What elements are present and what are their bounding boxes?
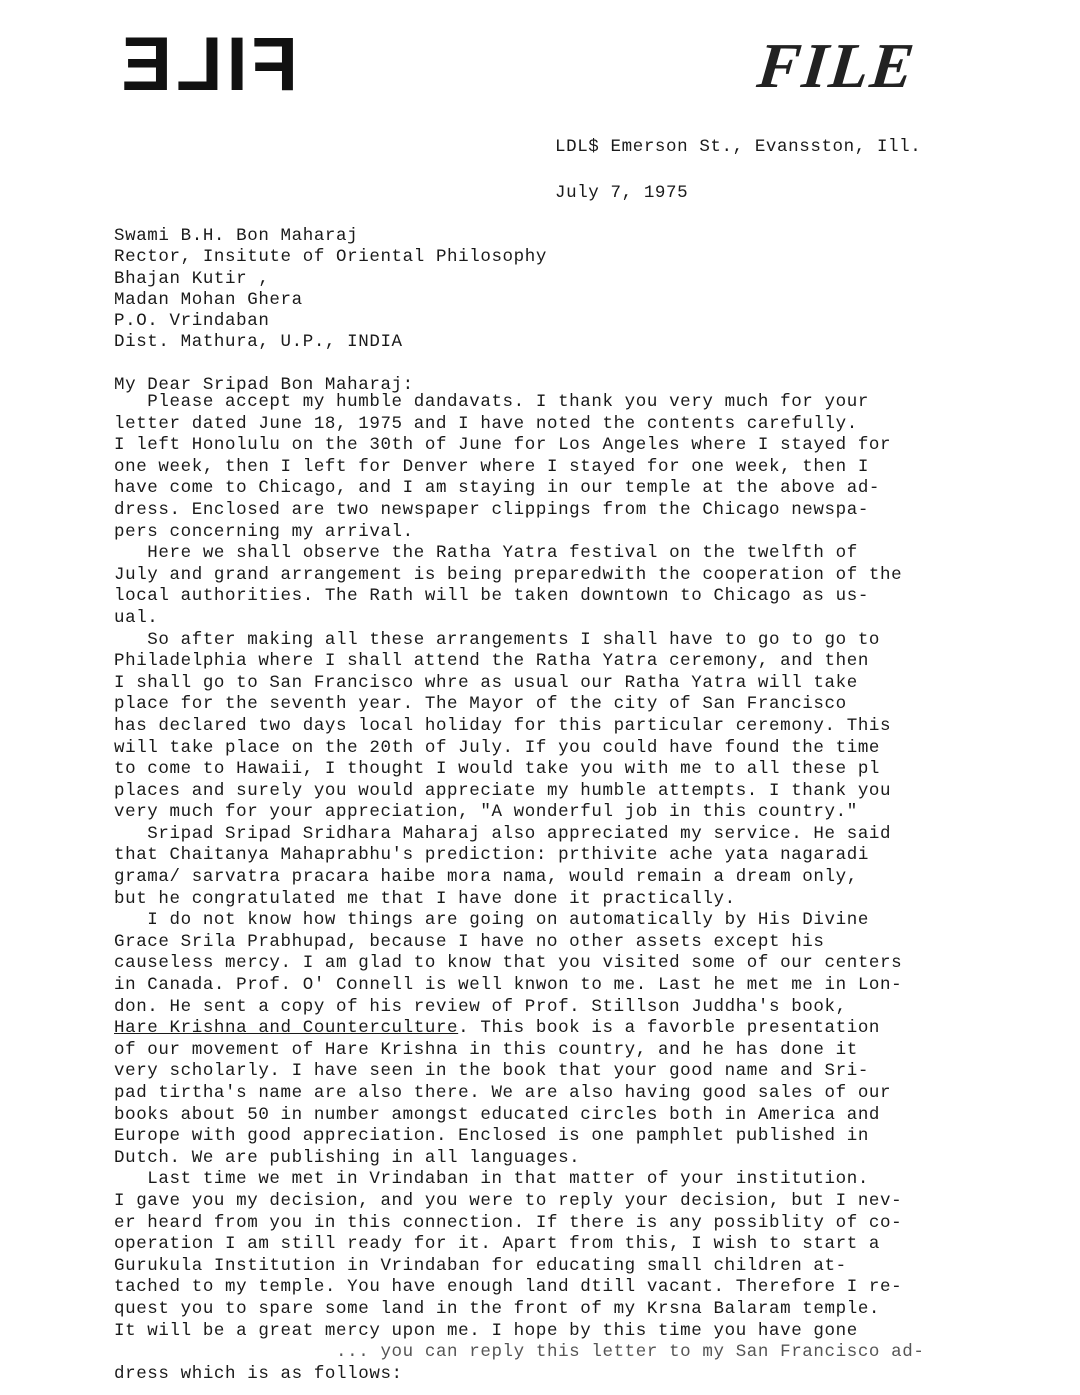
sender-address: LDL$ Emerson St., Evansston, Ill. [555, 137, 922, 157]
body-line: Please accept my humble dandavats. I thank you very much for your [114, 392, 869, 412]
body-line: very scholarly. I have seen in the book that your good name and Sri- [114, 1061, 869, 1082]
body-line: has declared two days local holiday for this particular ceremony. This [114, 715, 892, 736]
body-line: letter dated June 18, 1975 and I have noted the contents carefully. [114, 413, 858, 434]
body-line: one week, then I left for Denver where I stayed for one week, then I [114, 456, 869, 477]
body-line: Gurukula Institution in Vrindaban for educating small children at- [114, 1255, 847, 1276]
body-line: Dutch. We are publishing in all languages. [114, 1147, 581, 1168]
salutation: My Dear Sripad Bon Maharaj: [114, 375, 414, 395]
recipient-line: Dist. Mathura, U.P., INDIA [114, 332, 403, 353]
body-line: don. He sent a copy of his review of Prof. Stillson Juddha's book, [114, 996, 847, 1017]
recipient-line: Swami B.H. Bon Maharaj [114, 226, 359, 246]
body-line: tached to my temple. You have enough land dtill vacant. Therefore I re- [114, 1277, 903, 1298]
body-line: ual. [114, 607, 159, 628]
body-line: quest you to spare some land in the front of my Krsna Balaram temple. [114, 1298, 881, 1319]
recipient-line: P.O. Vrindaban [114, 311, 270, 332]
body-line: I left Honolulu on the 30th of June for Los Angeles where I stayed for [114, 435, 892, 456]
body-line: but he congratulated me that I have done it practically. [114, 888, 736, 909]
letter-date: July 7, 1975 [555, 183, 689, 203]
body-line: that Chaitanya Mahaprabhu's prediction: prthivite ache yata nagaradi [114, 845, 869, 866]
file-stamp: FILE [754, 30, 920, 101]
body-line: Europe with good appreciation. Enclosed is one pamphlet published in [114, 1126, 869, 1147]
body-line: very much for your appreciation, "A wonderful job in this country." [114, 802, 858, 823]
body-line: dress. Enclosed are two newspaper clippings from the Chicago newspa- [114, 499, 869, 520]
recipient-line: Bhajan Kutir , [114, 268, 270, 289]
recipient-block [114, 226, 547, 354]
body-line: So after making all these arrangements I shall have to go to go to [114, 629, 881, 650]
body-line: of our movement of Hare Krishna in this country, and he has done it [114, 1039, 858, 1060]
body-line: pad tirtha's name are also there. We are also having good sales of our [114, 1083, 892, 1103]
body-line: Grace Srila Prabhupad, because I have no other assets except his [114, 931, 825, 952]
body-line: Sripad Sripad Sridhara Maharaj also appreciated my service. He said [114, 823, 892, 844]
body-line: I shall go to San Francisco whre as usual our Ratha Yatra will take [114, 672, 858, 693]
body-line: to come to Hawaii, I thought I would take you with me to all these pl [114, 759, 881, 780]
body-line: Philadelphia where I shall attend the Ratha Yatra ceremony, and then [114, 651, 869, 672]
body-line: Hare Krishna and Counterculture. This book is a favorble presentation [114, 1018, 881, 1039]
body-line: books about 50 in number amongst educated circles both in America and [114, 1104, 881, 1125]
body-line: causeless mercy. I am glad to know that you visited some of our centers [114, 953, 903, 974]
body-line: grama/ sarvatra pracara haibe mora nama, would remain a dream only, [114, 867, 858, 888]
body-line: ... you can reply this letter to my San Francisco ad- [114, 1342, 925, 1363]
body-line: operation I am still ready for it. Apart from this, I wish to start a [114, 1234, 881, 1255]
body-line: Here we shall observe the Ratha Yatra festival on the twelfth of [114, 543, 858, 564]
body-line: will take place on the 20th of July. If you could have found the time [114, 737, 881, 758]
letter-body [114, 392, 1014, 1385]
body-line: Last time we met in Vrindaban in that matter of your institution. [114, 1169, 869, 1190]
body-line: I gave you my decision, and you were to reply your decision, but I nev- [114, 1190, 903, 1211]
body-line: dress which is as follows: [114, 1363, 403, 1384]
body-line: in Canada. Prof. O' Connell is well knwon to me. Last he met me in Lon- [114, 975, 903, 996]
body-line: It will be a great mercy upon me. I hope by this time you have gone [114, 1320, 858, 1341]
body-line: I do not know how things are going on automatically by His Divine [114, 910, 869, 931]
body-line: local authorities. The Rath will be taken downtown to Chicago as us- [114, 586, 869, 607]
book-title: Hare Krishna and Counterculture [114, 1018, 459, 1039]
body-line: er heard from you in this connection. If there is any possiblity of co- [114, 1212, 903, 1233]
recipient-line: Madan Mohan Ghera [114, 289, 303, 310]
body-line: have come to Chicago, and I am staying in our temple at the above ad- [114, 478, 881, 499]
body-line: place for the seventh year. The Mayor of the city of San Francisco [114, 694, 847, 715]
recipient-line: Rector, Insitute of Oriental Philosophy [114, 247, 547, 268]
body-line: pers concerning my arrival. [114, 521, 414, 542]
body-line: July and grand arrangement is being preparedwith the cooperation of the [114, 564, 903, 585]
file-stamp-mirrored: FILE [117, 22, 298, 107]
body-line: places and surely you would appreciate my humble attempts. I thank you [114, 780, 892, 801]
